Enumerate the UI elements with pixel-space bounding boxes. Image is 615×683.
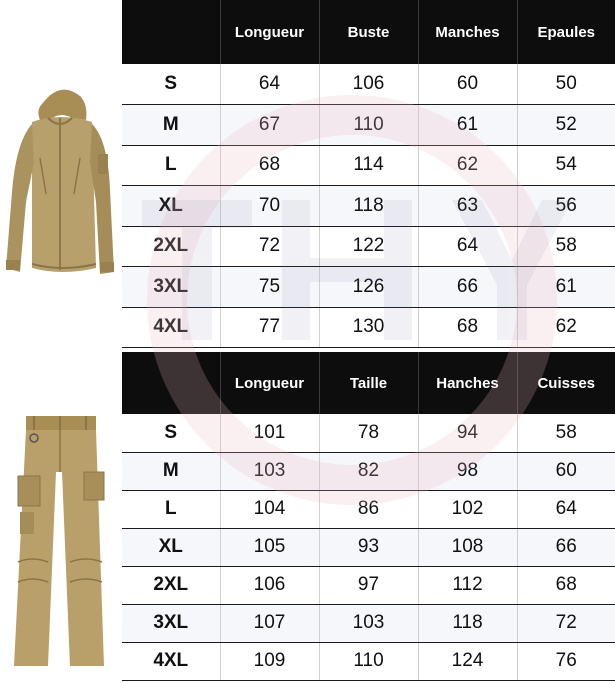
measurement-cell: 98 [418, 452, 517, 490]
measurement-cell: 50 [517, 64, 615, 105]
table-row [122, 414, 615, 452]
size-label: M [122, 105, 220, 146]
measurement-cell: 97 [319, 566, 418, 604]
table-row [122, 490, 615, 528]
measurement-cell: 107 [220, 604, 319, 642]
measurement-cell: 64 [418, 226, 517, 267]
jacket-image [2, 82, 118, 288]
measurement-cell: 68 [220, 145, 319, 186]
size-label: L [122, 490, 220, 528]
pants-table-body [122, 414, 615, 680]
jacket-header-cell: Longueur [220, 0, 319, 64]
jacket-table-header [122, 0, 615, 64]
measurement-cell: 68 [517, 566, 615, 604]
size-label: M [122, 452, 220, 490]
measurement-cell: 105 [220, 528, 319, 566]
pants-size-table [122, 352, 615, 681]
jacket-header-size [122, 0, 220, 64]
measurement-cell: 93 [319, 528, 418, 566]
table-row [122, 604, 615, 642]
size-label: 4XL [122, 307, 220, 348]
jacket-header-row [122, 0, 615, 64]
table-row [122, 186, 615, 227]
measurement-cell: 124 [418, 642, 517, 680]
measurement-cell: 114 [319, 145, 418, 186]
size-label: 3XL [122, 267, 220, 308]
size-label: 2XL [122, 226, 220, 267]
measurement-cell: 61 [418, 105, 517, 146]
pants-image [8, 412, 110, 670]
pants-header-row [122, 352, 615, 414]
measurement-cell: 64 [517, 490, 615, 528]
table-row [122, 642, 615, 680]
jacket-header-cell: Manches [418, 0, 517, 64]
measurement-cell: 58 [517, 414, 615, 452]
measurement-cell: 103 [220, 452, 319, 490]
measurement-cell: 109 [220, 642, 319, 680]
measurement-cell: 54 [517, 145, 615, 186]
measurement-cell: 110 [319, 642, 418, 680]
measurement-cell: 106 [319, 64, 418, 105]
measurement-cell: 62 [517, 307, 615, 348]
measurement-cell: 56 [517, 186, 615, 227]
jacket-header-cell: Buste [319, 0, 418, 64]
measurement-cell: 82 [319, 452, 418, 490]
measurement-cell: 76 [517, 642, 615, 680]
size-label: XL [122, 186, 220, 227]
pants-table-header [122, 352, 615, 414]
measurement-cell: 110 [319, 105, 418, 146]
pants-header-size [122, 352, 220, 414]
measurement-cell: 103 [319, 604, 418, 642]
table-row [122, 64, 615, 105]
jacket-table-body [122, 64, 615, 348]
measurement-cell: 77 [220, 307, 319, 348]
size-label: 2XL [122, 566, 220, 604]
measurement-cell: 106 [220, 566, 319, 604]
measurement-cell: 68 [418, 307, 517, 348]
measurement-cell: 112 [418, 566, 517, 604]
measurement-cell: 60 [517, 452, 615, 490]
size-label: 4XL [122, 642, 220, 680]
measurement-cell: 101 [220, 414, 319, 452]
measurement-cell: 66 [418, 267, 517, 308]
table-row [122, 528, 615, 566]
pants-header-cell: Cuisses [517, 352, 615, 414]
table-row [122, 226, 615, 267]
measurement-cell: 70 [220, 186, 319, 227]
table-row [122, 307, 615, 348]
measurement-cell: 108 [418, 528, 517, 566]
table-row [122, 105, 615, 146]
measurement-cell: 75 [220, 267, 319, 308]
size-label: S [122, 414, 220, 452]
size-label: 3XL [122, 604, 220, 642]
size-label: L [122, 145, 220, 186]
table-row [122, 145, 615, 186]
pants-header-cell: Hanches [418, 352, 517, 414]
measurement-cell: 58 [517, 226, 615, 267]
measurement-cell: 94 [418, 414, 517, 452]
measurement-cell: 78 [319, 414, 418, 452]
table-row [122, 452, 615, 490]
measurement-cell: 66 [517, 528, 615, 566]
measurement-cell: 72 [220, 226, 319, 267]
measurement-cell: 104 [220, 490, 319, 528]
measurement-cell: 67 [220, 105, 319, 146]
table-row [122, 566, 615, 604]
measurement-cell: 62 [418, 145, 517, 186]
pants-header-cell: Longueur [220, 352, 319, 414]
measurement-cell: 52 [517, 105, 615, 146]
table-row [122, 267, 615, 308]
measurement-cell: 60 [418, 64, 517, 105]
measurement-cell: 118 [319, 186, 418, 227]
size-label: S [122, 64, 220, 105]
measurement-cell: 86 [319, 490, 418, 528]
measurement-cell: 102 [418, 490, 517, 528]
measurement-cell: 118 [418, 604, 517, 642]
pants-header-cell: Taille [319, 352, 418, 414]
measurement-cell: 61 [517, 267, 615, 308]
measurement-cell: 64 [220, 64, 319, 105]
measurement-cell: 126 [319, 267, 418, 308]
measurement-cell: 63 [418, 186, 517, 227]
jacket-size-table [122, 0, 615, 348]
measurement-cell: 122 [319, 226, 418, 267]
measurement-cell: 72 [517, 604, 615, 642]
size-label: XL [122, 528, 220, 566]
measurement-cell: 130 [319, 307, 418, 348]
jacket-header-cell: Epaules [517, 0, 615, 64]
